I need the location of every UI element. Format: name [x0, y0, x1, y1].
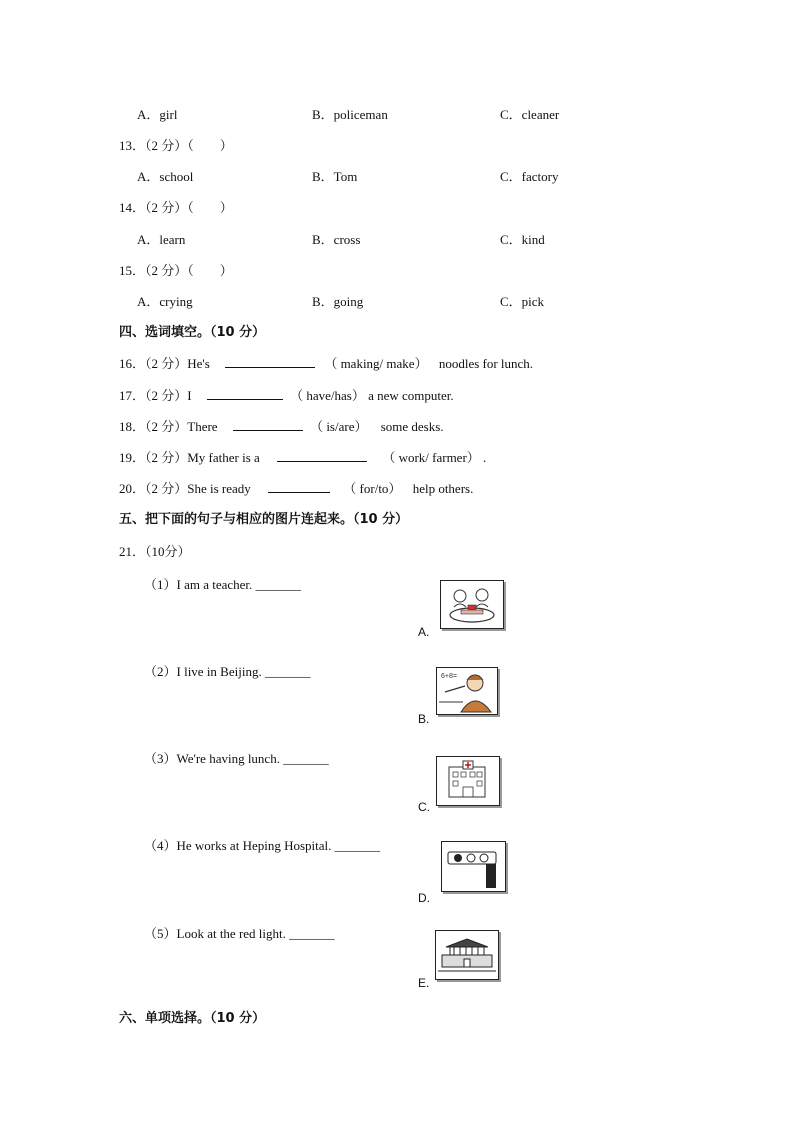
- section-4-heading: 四、选词填空。（10 分）: [119, 325, 266, 340]
- section-5-heading: 五、把下面的句子与相应的图片连起来。（10 分）: [119, 512, 409, 527]
- q12-option-b: B．policeman: [312, 107, 388, 122]
- q14-option-b: B．cross: [312, 232, 361, 247]
- q18: [119, 416, 444, 435]
- q12-option-c: C．cleaner: [500, 107, 560, 122]
- pic-label-c: C.: [418, 800, 430, 814]
- q20-choice: （ for/to）: [343, 481, 402, 496]
- q16-suffix: noodles for lunch.: [438, 356, 534, 371]
- q20-blank[interactable]: [268, 480, 330, 493]
- q12-option-a: A．girl: [137, 107, 178, 122]
- q19-suffix: .: [483, 450, 487, 465]
- q17: [119, 385, 454, 404]
- q21-label: 21．（10分）: [119, 544, 191, 559]
- q20: [119, 478, 473, 497]
- q21-item-5: （5）Look at the red light. _______: [144, 926, 335, 941]
- q16: [119, 353, 533, 372]
- q20-prefix: 20．（2 分）She is ready: [119, 481, 251, 496]
- q16-blank[interactable]: [225, 355, 315, 368]
- q17-prefix: 17．（2 分）I: [119, 388, 192, 403]
- tiananmen-icon: [435, 930, 499, 980]
- q21-item-3: （3）We're having lunch. _______: [144, 751, 329, 766]
- pic-label-b: B.: [418, 712, 430, 726]
- svg-text:6+8=: 6+8=: [441, 673, 457, 680]
- q15-option-c: C．pick: [500, 294, 545, 309]
- q18-suffix: some desks.: [380, 419, 444, 434]
- traffic-light-icon: [441, 841, 506, 892]
- q18-prefix: 18．（2 分）There: [119, 419, 218, 434]
- q14-label: 14．（2 分）（ ）: [119, 200, 233, 215]
- q14-option-a: A．learn: [137, 232, 186, 247]
- q16-prefix: 16．（2 分）He's: [119, 356, 210, 371]
- q19-blank[interactable]: [277, 449, 367, 462]
- q21-item-4: （4）He works at Heping Hospital. _______: [144, 838, 381, 853]
- family-lunch-icon: [440, 580, 504, 629]
- q18-blank[interactable]: [233, 418, 303, 431]
- q16-choice: （ making/ make）: [324, 356, 428, 371]
- q15-label: 15．（2 分）（ ）: [119, 263, 233, 278]
- q17-choice: （ have/has）: [290, 388, 365, 403]
- q17-suffix: a new computer.: [368, 388, 454, 403]
- q15-option-a: A．crying: [137, 294, 193, 309]
- section-6-heading: 六、单项选择。（10 分）: [119, 1011, 266, 1026]
- q13-option-b: B．Tom: [312, 169, 358, 184]
- pic-label-e: E.: [418, 976, 430, 990]
- q19-choice: （ work/ farmer）: [382, 450, 480, 465]
- pic-label-d: D.: [418, 891, 430, 905]
- q13-label: 13．（2 分）（ ）: [119, 138, 233, 153]
- q18-choice: （ is/are）: [310, 419, 368, 434]
- q21-item-2: （2）I live in Beijing. _______: [144, 664, 311, 679]
- teacher-icon: [436, 667, 498, 715]
- q14-option-c: C．kind: [500, 232, 545, 247]
- q20-suffix: help others.: [412, 481, 474, 496]
- q21-item-1: （1）I am a teacher. _______: [144, 577, 302, 592]
- q15-option-b: B．going: [312, 294, 364, 309]
- pic-label-a: A.: [418, 625, 430, 639]
- q19-prefix: 19．（2 分）My father is a: [119, 450, 260, 465]
- q13-option-a: A．school: [137, 169, 194, 184]
- q17-blank[interactable]: [207, 387, 283, 400]
- hospital-icon: [436, 756, 500, 806]
- q19: [119, 447, 486, 466]
- q13-option-c: C．factory: [500, 169, 559, 184]
